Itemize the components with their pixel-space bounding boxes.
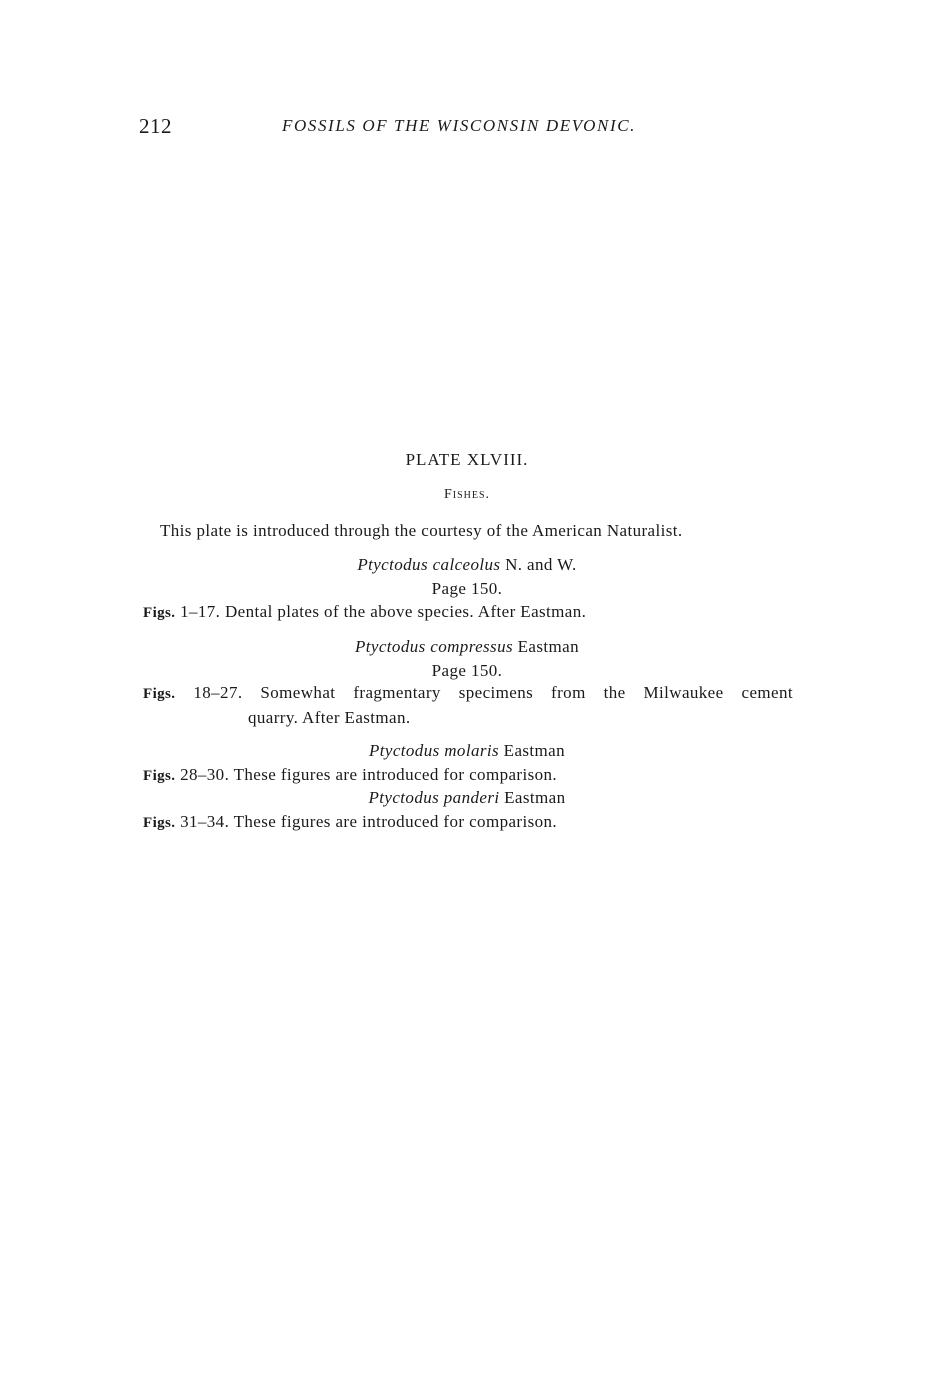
species-name: Ptyctodus molaris	[368, 741, 500, 760]
species-author: Eastman	[499, 788, 566, 807]
figure-label: Figs.	[143, 768, 176, 784]
species-name: Ptyctodus calceolus	[357, 555, 501, 574]
species-author: Eastman	[499, 741, 566, 760]
section-title: Fishes.	[443, 487, 491, 502]
species-heading	[0, 637, 934, 657]
figure-caption-continuation: quarry. After Eastman.	[248, 708, 411, 727]
figure-range: 1–17.	[175, 602, 221, 621]
species-author: N. and W.	[500, 555, 577, 574]
species-heading	[0, 788, 934, 808]
figure-text: These figures are introduced for comparison.	[229, 812, 558, 831]
page-reference: Page 150.	[431, 579, 503, 598]
plate-title: PLATE XLVIII.	[405, 450, 529, 469]
figure-label: Figs.	[143, 815, 176, 831]
species-name: Ptyctodus panderi	[368, 788, 500, 807]
intro-text: This plate is introduced through the courtesy of the American Naturalist.	[160, 521, 683, 540]
species-name: Ptyctodus compressus	[355, 637, 513, 656]
figure-caption	[143, 683, 793, 703]
figure-text: These figures are introduced for comparison.	[229, 765, 558, 784]
figure-caption	[143, 765, 557, 785]
running-title: FOSSILS OF THE WISCONSIN DEVONIC.	[282, 116, 637, 135]
figure-range: 31–34.	[175, 812, 230, 831]
figure-text: Somewhat fragmentary specimens from the Milwaukee cement	[242, 683, 793, 702]
species-author: Eastman	[513, 637, 579, 656]
species-heading	[0, 555, 934, 575]
figure-text: Dental plates of the above species. After Eastman.	[220, 602, 587, 621]
figure-caption-line	[143, 683, 793, 703]
figure-label: Figs.	[143, 686, 176, 702]
page-reference: Page 150.	[431, 661, 503, 680]
figure-label: Figs.	[143, 605, 176, 621]
figure-range: 18–27.	[175, 683, 243, 702]
species-heading	[0, 741, 934, 761]
figure-range: 28–30.	[175, 765, 230, 784]
figure-caption	[143, 602, 586, 622]
page-number: 212	[139, 114, 172, 138]
figure-caption	[143, 812, 557, 832]
